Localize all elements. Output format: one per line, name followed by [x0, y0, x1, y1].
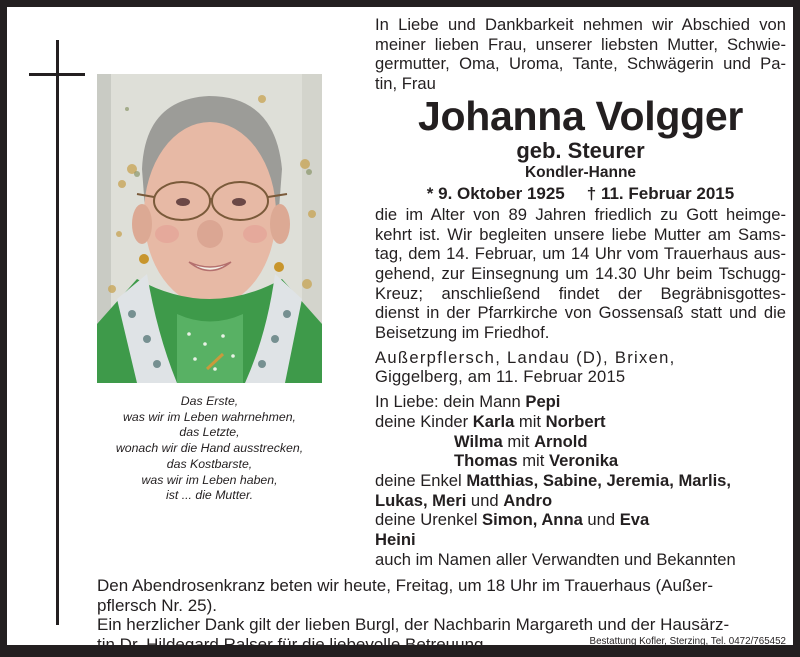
label: deine Kinder [375, 411, 473, 431]
family-children [375, 451, 786, 471]
grandchildren-names: Matthias, Sabine, Jeremia, Marlis, [466, 470, 732, 490]
body-line: gehend, zur Einsegnung um 14.30 Uhr beim Tschugg- [375, 263, 786, 283]
undertaker-credit: Bestattung Kofler, Sterzing, Tel. 0472/765452 [589, 636, 786, 647]
place-line: Giggelberg, am 11. Februar 2015 [375, 367, 626, 387]
label: In Liebe: dein Mann [375, 392, 526, 412]
notice-text-column [375, 15, 786, 569]
nickname: Kondler-Hanne [524, 163, 637, 181]
family-children [375, 432, 786, 452]
grandchildren-names: Lukas, Meri [375, 490, 467, 510]
life-dates [375, 183, 786, 205]
poem-line: Das Erste, [180, 394, 239, 408]
footer-line: tin Dr. Hildegard Ralser für die liebevolle Betreuung. [97, 635, 489, 655]
extra-name: Heini [375, 530, 416, 550]
grandchildren-names: Andro [503, 490, 553, 510]
body-line: Kreuz; anschließend findet der Begräbnisgottes- [375, 283, 786, 303]
label: deine Urenkel [375, 510, 483, 530]
obituary-notice [7, 7, 793, 655]
family-children [375, 412, 786, 432]
label: mit [517, 451, 549, 471]
death-date: † 11. Februar 2015 [586, 183, 735, 203]
poem-line: ist ... die Mutter. [165, 488, 253, 503]
label: mit [502, 431, 535, 451]
partner-name: Norbert [545, 411, 606, 431]
intro-line: meiner lieben Frau, unserer liebsten Mutter, Schwie- [375, 34, 786, 54]
family-grandchildren [375, 491, 786, 511]
child-name: Thomas [454, 451, 518, 471]
deceased-name: Johanna Volgger [417, 92, 744, 139]
footer-line: Den Abendrosenkranz beten wir heute, Freitag, um 18 Uhr im Trauerhaus (Außer- [97, 576, 714, 595]
family-extra [375, 530, 786, 550]
partner-name: Arnold [534, 431, 588, 451]
poem-line: das Letzte, [179, 425, 240, 440]
family-husband [375, 392, 786, 412]
great-grandchildren-names: Simon, Anna [482, 510, 583, 530]
intro-line: germutter, Oma, Uroma, Tante, Schwägerin und Pa- [375, 54, 786, 74]
family-grandchildren [375, 471, 786, 491]
body-line: die im Alter von 89 Jahren friedlich zu Gott heimge- [375, 204, 786, 224]
intro-line: tin, Frau [375, 74, 436, 94]
portrait-image [97, 74, 322, 383]
label: und [466, 490, 504, 510]
body-line: tag, dem 14. Februar, um 14 Uhr vom Trauerhaus aus- [375, 244, 786, 264]
body-line: Beisetzung im Friedhof. [375, 323, 550, 343]
great-grandchildren-names: Eva [619, 510, 650, 530]
footer-line: Ein herzlicher Dank gilt der lieben Burgl, der Nachbarin Margareth und der Hausärz- [97, 615, 730, 635]
family-closing: auch im Namen aller Verwandten und Bekannten [375, 549, 736, 569]
poem [97, 394, 322, 504]
family-great-grandchildren [375, 510, 786, 530]
label: und [582, 510, 620, 530]
label: mit [514, 411, 546, 431]
cross-icon-vertical [56, 40, 59, 625]
partner-name: Veronika [548, 451, 619, 471]
husband-name: Pepi [525, 392, 561, 412]
poem-line: wonach wir die Hand ausstrecken, [115, 441, 304, 456]
footer-line: pflersch Nr. 25). [97, 595, 217, 615]
portrait-photo [97, 74, 322, 383]
body-line: kehrt ist. Wir begleiten unsere liebe Mutter am Sams- [375, 224, 786, 244]
poem-line: was wir im Leben haben, [141, 472, 278, 487]
intro-line: In Liebe und Dankbarkeit nehmen wir Abschied von [375, 15, 786, 34]
child-name: Karla [472, 411, 515, 431]
child-name: Wilma [454, 431, 503, 451]
birth-name: geb. Steurer [516, 137, 645, 163]
poem-line: was wir im Leben wahrnehmen, [123, 409, 296, 424]
body-line: dienst in der Pfarrkirche von Gossensaß statt und die [375, 303, 786, 323]
label: deine Enkel [375, 470, 467, 490]
cross-icon-horizontal [29, 73, 85, 76]
place-line: Außerpflersch, Landau (D), Brixen, [375, 347, 676, 367]
birth-date: * 9. Oktober 1925 [426, 183, 565, 203]
poem-line: das Kostbarste, [166, 456, 253, 471]
